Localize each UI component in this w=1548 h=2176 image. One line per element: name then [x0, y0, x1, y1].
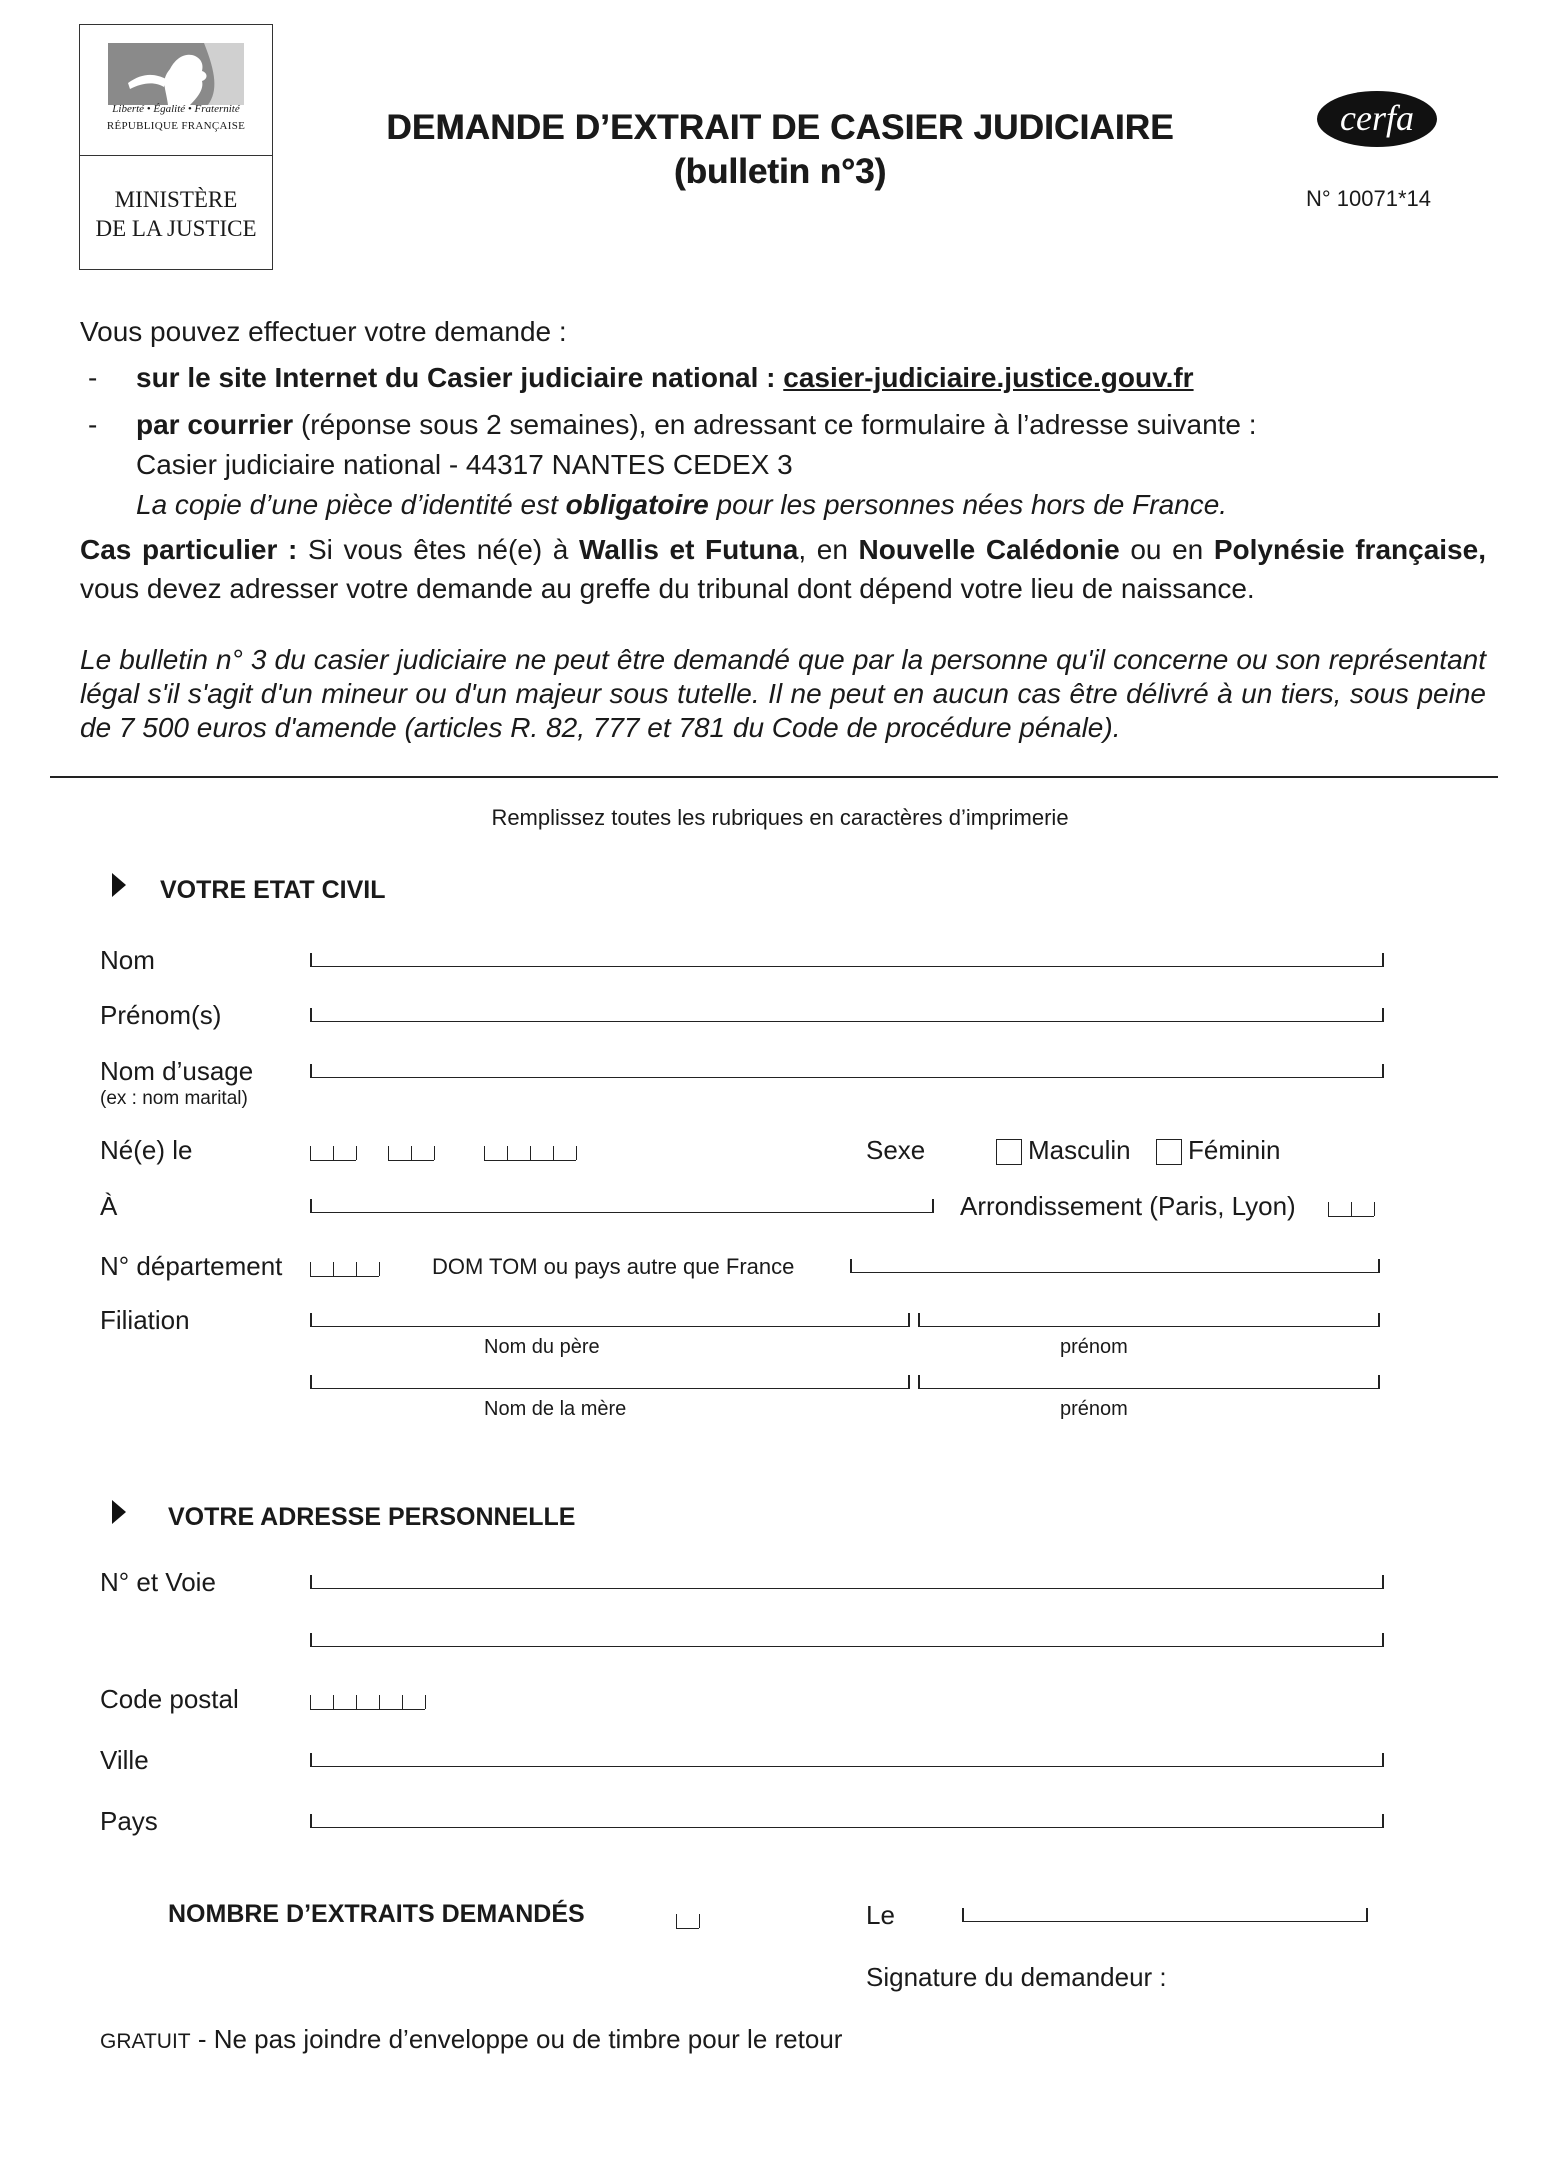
masculin-checkbox[interactable] [996, 1139, 1022, 1165]
special-case-caledonie: Nouvelle Calédonie [858, 534, 1120, 565]
special-case-label: Cas particulier : [80, 534, 298, 565]
pays-label: Pays [100, 1806, 158, 1836]
logo-divider [80, 155, 272, 156]
intro-item-mail-text: (réponse sous 2 semaines), en adressant ce formulaire à l’adresse suivante : [293, 409, 1257, 440]
mother-name-field[interactable] [310, 1370, 910, 1389]
republic-name: RÉPUBLIQUE FRANÇAISE [106, 120, 246, 132]
mother-firstname-caption: prénom [1060, 1398, 1128, 1420]
section-civil-status: VOTRE ETAT CIVIL [160, 876, 386, 904]
masculin-label: Masculin [1028, 1135, 1131, 1165]
ville-field[interactable] [310, 1748, 1384, 1767]
section-arrow-icon [112, 1500, 126, 1524]
sexe-label: Sexe [866, 1135, 926, 1165]
ministry-line-1: MINISTÈRE [114, 187, 238, 212]
mother-name-caption: Nom de la mère [484, 1398, 627, 1420]
cerfa-number: N° 10071*14 [1306, 186, 1432, 211]
birth-day-field[interactable] [310, 1146, 357, 1161]
date-field[interactable] [962, 1903, 1368, 1922]
special-case-text-2: , en [798, 534, 859, 565]
voie-label: N° et Voie [100, 1567, 216, 1597]
special-case-wallis: Wallis et Futuna [579, 534, 799, 565]
birth-place-field[interactable] [310, 1194, 934, 1213]
special-case-text-1: Si vous êtes né(e) à [297, 534, 580, 565]
fill-instruction: Remplissez toutes les rubriques en caractères d’imprimerie [491, 805, 1069, 830]
nom-label: Nom [100, 945, 155, 975]
mother-firstname-field[interactable] [918, 1370, 1380, 1389]
intro-item-mail [136, 409, 1257, 441]
website-link[interactable]: casier-judiciaire.justice.gouv.fr [783, 362, 1194, 393]
free-note-text: - Ne pas joindre d’enveloppe ou de timbre pour le retour [190, 2024, 843, 2054]
ministry-logo [79, 24, 273, 270]
dom-tom-label: DOM TOM ou pays autre que France [432, 1254, 795, 1279]
father-name-field[interactable] [310, 1308, 910, 1327]
feminin-label: Féminin [1188, 1135, 1281, 1165]
marianne-emblem-icon [108, 43, 244, 105]
voie-field-2[interactable] [310, 1628, 1384, 1647]
nom-usage-field[interactable] [310, 1059, 1384, 1078]
feminin-checkbox[interactable] [1156, 1139, 1182, 1165]
departement-field[interactable] [310, 1262, 380, 1277]
nom-usage-hint: (ex : nom marital) [100, 1088, 248, 1109]
special-case-text-4: vous devez adresser votre demande au greffe du tribunal dont dépend votre lieu de naissance. [80, 573, 1255, 604]
intro-item-mail-label: par courrier [136, 409, 294, 440]
filiation-label: Filiation [100, 1305, 190, 1335]
birth-month-field[interactable] [388, 1146, 435, 1161]
free-note [100, 2024, 842, 2055]
birth-date-label: Né(e) le [100, 1135, 193, 1165]
page-subtitle: (bulletin n°3) [673, 152, 887, 191]
arrondissement-field[interactable] [1328, 1202, 1375, 1217]
page-title: DEMANDE D’EXTRAIT DE CASIER JUDICIAIRE [386, 108, 1174, 147]
extract-count-label: NOMBRE D’EXTRAITS DEMANDÉS [168, 1900, 585, 1928]
section-address: VOTRE ADRESSE PERSONNELLE [168, 1503, 576, 1531]
free-label: GRATUIT [100, 2030, 191, 2053]
list-dash-1: - [88, 362, 98, 393]
extract-count-field[interactable] [676, 1914, 700, 1929]
voie-field-1[interactable] [310, 1570, 1384, 1589]
intro-lead: Vous pouvez effectuer votre demande : [80, 316, 567, 347]
prenoms-label: Prénom(s) [100, 1000, 222, 1030]
arrondissement-label: Arrondissement (Paris, Lyon) [960, 1191, 1296, 1221]
section-arrow-icon [112, 873, 126, 897]
id-copy-note-b: obligatoire [565, 489, 709, 520]
signature-label: Signature du demandeur : [866, 1962, 1167, 1992]
birth-place-label: À [100, 1191, 118, 1221]
special-case-polynesie: Polynésie française, [1213, 534, 1486, 565]
ville-label: Ville [100, 1745, 149, 1775]
section-divider [50, 776, 1498, 778]
pays-field[interactable] [310, 1809, 1384, 1828]
legal-notice: Le bulletin n° 3 du casier judiciaire ne peut être demandé que par la personne qu'il concerne ou son représentant légal s'il s'agit d'un mineur ou d'un majeur sous tutelle. Il ne peut en aucun cas être délivré à un tiers, sous peine de 7 500 euros d'amende (articles R. 82, 777 et 781 du Code de procédure pénale). [80, 644, 1486, 743]
departement-label: N° département [100, 1251, 283, 1281]
birth-year-field[interactable] [484, 1146, 577, 1161]
cerfa-logo-icon [1316, 90, 1438, 148]
special-case-text-3: ou en [1119, 534, 1214, 565]
id-copy-note-c: pour les personnes nées hors de France. [708, 489, 1228, 520]
dom-tom-field[interactable] [850, 1254, 1380, 1273]
intro-item-web-label: sur le site Internet du Casier judiciaire national : [136, 362, 784, 393]
mail-address: Casier judiciaire national - 44317 NANTES CEDEX 3 [136, 449, 793, 480]
postal-code-field[interactable] [310, 1695, 426, 1710]
special-case-paragraph [80, 530, 1486, 608]
father-name-caption: Nom du père [484, 1336, 600, 1358]
id-copy-note [136, 489, 1227, 521]
intro-item-web [136, 362, 1194, 394]
id-copy-note-a: La copie d’une pièce d’identité est [136, 489, 566, 520]
date-label: Le [866, 1900, 895, 1930]
ministry-line-2: DE LA JUSTICE [95, 216, 257, 241]
father-firstname-field[interactable] [918, 1308, 1380, 1327]
postal-code-label: Code postal [100, 1684, 239, 1714]
cerfa-logo-text: cerfa [1340, 98, 1414, 138]
ministry-name [80, 185, 272, 243]
prenoms-field[interactable] [310, 1003, 1384, 1022]
nom-field[interactable] [310, 948, 1384, 967]
list-dash-2: - [88, 409, 98, 440]
nom-usage-label: Nom d’usage [100, 1056, 254, 1086]
republic-motto: Liberté • Égalité • Fraternité [112, 103, 240, 115]
father-firstname-caption: prénom [1060, 1336, 1128, 1358]
